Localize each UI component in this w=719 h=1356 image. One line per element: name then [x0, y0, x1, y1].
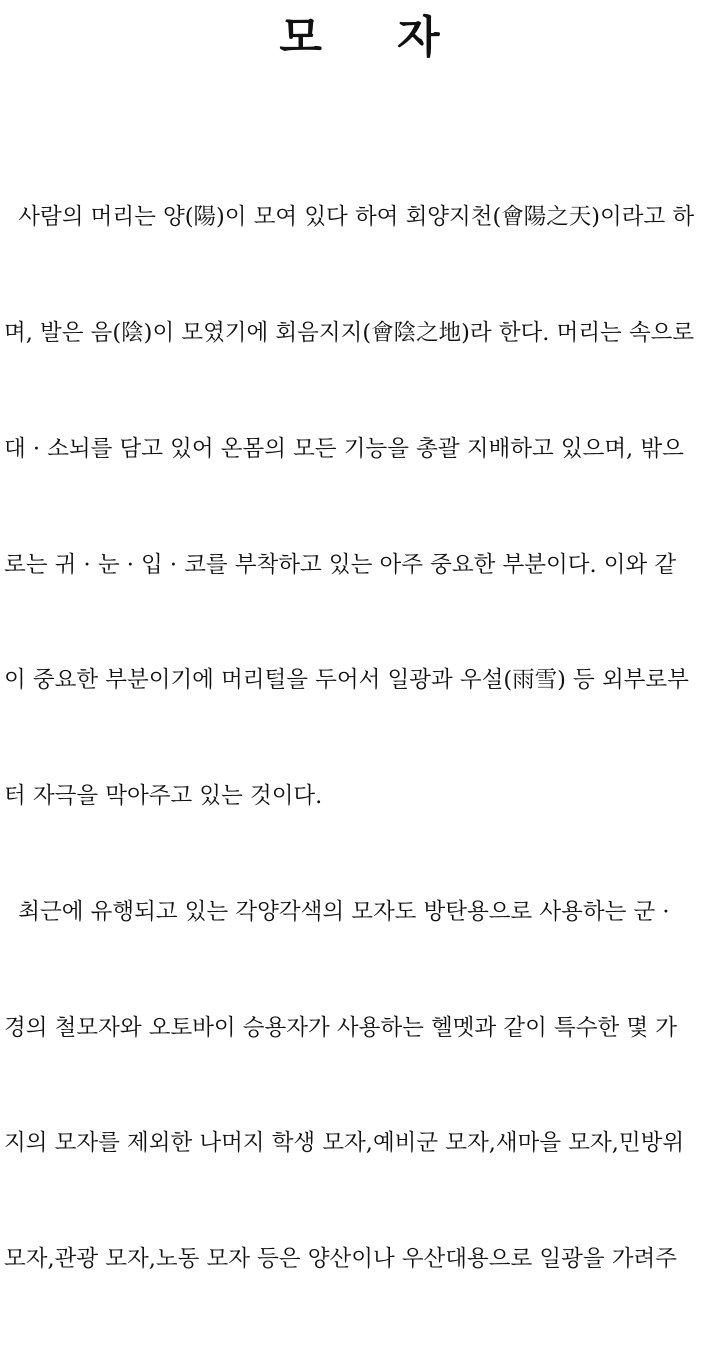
text-line: 터 자극을 막아주고 있는 것이다. — [4, 783, 323, 810]
text-line: 대 · 소뇌를 담고 있어 온몸의 모든 기능을 총괄 지배하고 있으며, 밖으 — [4, 435, 684, 462]
document-body — [4, 121, 719, 1356]
text-line: 로는 귀 · 눈 · 입 · 코를 부착하고 있는 아주 중요한 부분이다. 이와 같 — [4, 551, 677, 578]
text-line: 경의 철모자와 오토바이 승용자가 사용하는 헬멧과 같이 특수한 몇 가 — [4, 1014, 677, 1041]
text-line: 이 중요한 부분이기에 머리털을 두어서 일광과 우설(雨雪) 등 외부로부 — [4, 667, 689, 694]
document-title: 모 자 — [279, 12, 470, 63]
text-line: 며, 발은 음(陰)이 모였기에 회음지지(會陰之地)라 한다. 머리는 속으로 — [4, 319, 695, 346]
text-line: 최근에 유행되고 있는 각양각색의 모자도 방탄용으로 사용하는 군 · — [4, 898, 670, 925]
text-line: 지의 모자를 제외한 나머지 학생 모자,예비군 모자,새마을 모자,민방위 — [4, 1130, 685, 1157]
text-line: 모자,관광 모자,노동 모자 등은 양산이나 우산대용으로 일광을 가려주 — [4, 1246, 677, 1273]
text-line: 사람의 머리는 양(陽)이 모여 있다 하여 회양지천(會陽之天)이라고 하 — [4, 204, 695, 231]
